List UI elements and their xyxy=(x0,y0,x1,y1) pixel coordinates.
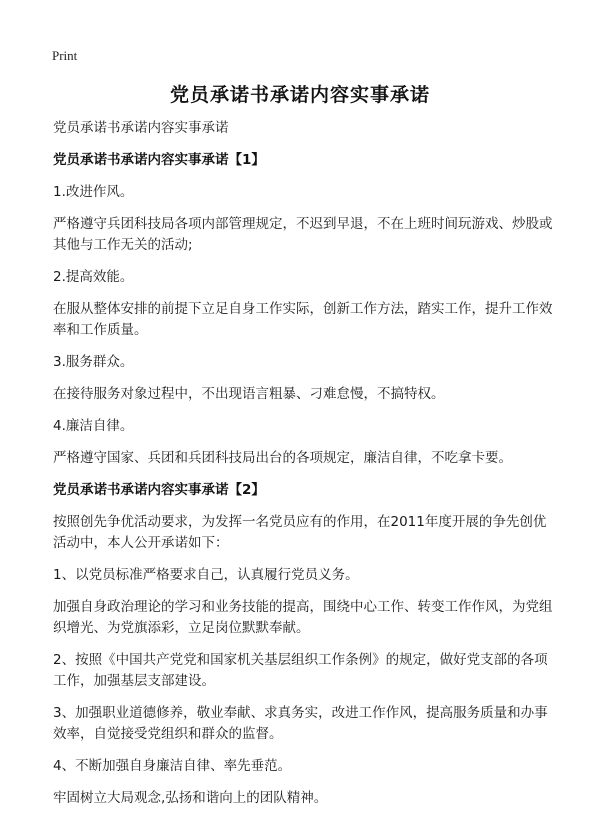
paragraph: 4.廉洁自律。 xyxy=(53,418,134,434)
paragraph: 2.提高效能。 xyxy=(53,269,134,285)
paragraph: 1.改进作风。 xyxy=(53,184,134,200)
document-subtitle: 党员承诺书承诺内容实事承诺 xyxy=(53,120,229,136)
paragraph: 1、以党员标准严格要求自己，认真履行党员义务。 xyxy=(53,567,359,583)
paragraph: 加强自身政治理论的学习和业务技能的提高，围绕中心工作、转变工作作风，为党组织增光、为党旗添彩，立足岗位默默奉献。 xyxy=(53,599,553,636)
section-1-heading: 党员承诺书承诺内容实事承诺【1】 xyxy=(53,152,265,168)
paragraph: 严格遵守兵团科技局各项内部管理规定，不迟到早退，不在上班时间玩游戏、炒股或其他与工作无关的活动; xyxy=(53,216,553,253)
paragraph: 在服从整体安排的前提下立足自身工作实际，创新工作方法，踏实工作，提升工作效率和工作质量。 xyxy=(53,301,553,338)
section-2-heading: 党员承诺书承诺内容实事承诺【2】 xyxy=(53,482,265,498)
page-title: 党员承诺书承诺内容实事承诺 xyxy=(169,84,430,106)
paragraph: 4、不断加强自身廉洁自律、率先垂范。 xyxy=(53,758,292,774)
document-body xyxy=(53,118,553,820)
paragraph: 3.服务群众。 xyxy=(53,354,134,370)
print-label: Print xyxy=(52,48,78,63)
section-1 xyxy=(53,150,553,469)
paragraph: 牢固树立大局观念,弘扬和谐向上的团队精神。 xyxy=(53,790,328,806)
paragraph: 按照创先争优活动要求，为发挥一名党员应有的作用，在2011年度开展的争先创优活动中，本人公开承诺如下： xyxy=(53,514,547,551)
paragraph: 在接待服务对象过程中，不出现语言粗暴、刁难怠慢，不搞特权。 xyxy=(53,386,445,402)
section-2 xyxy=(53,480,553,809)
paragraph: 2、按照《中国共产党党和国家机关基层组织工作条例》的规定，做好党支部的各项工作，加强基层支部建设。 xyxy=(53,652,548,689)
paragraph: 3、加强职业道德修养，敬业奉献、求真务实，改进工作作风，提高服务质量和办事效率，自觉接受党组织和群众的监督。 xyxy=(53,705,548,742)
paragraph: 严格遵守国家、兵团和兵团科技局出台的各项规定，廉洁自律，不吃拿卡要。 xyxy=(53,450,512,466)
